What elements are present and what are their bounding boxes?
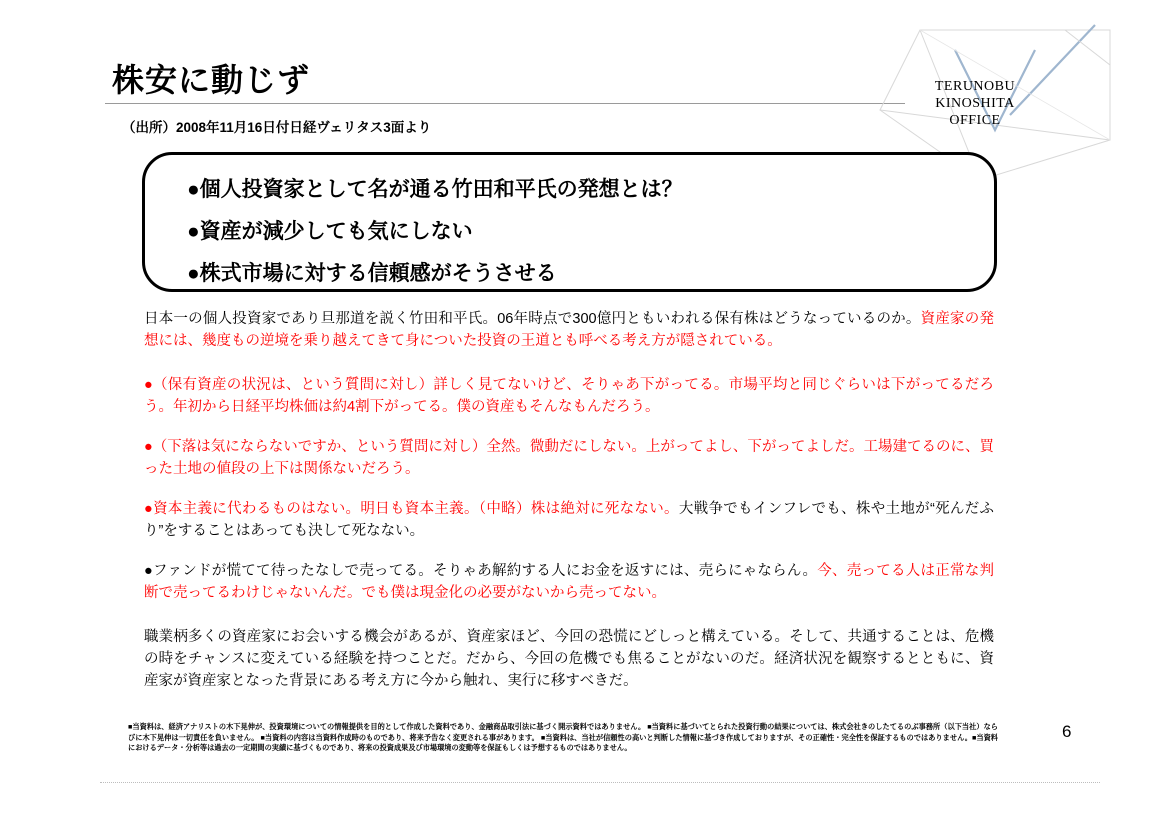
paragraph-quote-3: [144, 498, 994, 542]
paragraph-conclusion: [144, 626, 994, 692]
paragraph-quote-4-red: 今、売ってる人は正常な判断で売ってるわけじゃないんだ。でも僕は現金化の必要がないから売ってない。: [144, 563, 995, 601]
key-points-list: [187, 169, 974, 295]
logo-line-2: KINOSHITA: [935, 96, 1015, 111]
source-note: （出所）2008年11月16日付日経ヴェリタス3面より: [122, 120, 432, 135]
logo-line-1: TERUNOBU: [934, 79, 1016, 94]
paragraph-quote-3-black: 大戦争でもインフレでも、株や土地が“死んだふり”をすることはあっても決して死なない。: [144, 501, 994, 539]
disclaimer-text: ■当資料は、経済アナリストの木下晃伸が、投資環境についての情報提供を目的として作成した資料であり、金融商品取引法に基づく開示資料ではありません。 ■当資料に基づいてとられた投資行動の結果については、株式会社きのしたてるのぶ事務所（以下当社）ならびに木下晃伸は一切責任を負いません。 ■当資料の内容は当資料作成時のものであり、将来予告なく変更される事があります。 ■当資料は、当社が信頼性の高いと判断した情報に基づき作成しておりますが、その正確性・完全性を保証するものではありません。■当資料におけるデータ・分析等は過去の一定期間の実績に基づくものであり、将来の投資成果及び市場環境の変動等を保証もしくは予想するものではありません。: [128, 722, 998, 752]
footer-divider: [100, 782, 1100, 783]
key-points-callout: [142, 152, 997, 292]
page-title: 株安に動じず: [112, 62, 311, 98]
page-number: 6: [1062, 722, 1072, 741]
paragraph-intro: [144, 308, 994, 352]
key-point-item: ●株式市場に対する信頼感がそうさせる: [187, 262, 557, 285]
paragraph-quote-4-black: ●ファンドが慌てて待ったなしで売ってる。そりゃあ解約する人にお金を返すには、売らにゃならん。: [144, 563, 818, 579]
key-point-item: ●資産が減少しても気にしない: [187, 220, 473, 243]
paragraph-quote-2-text: ●（下落は気にならないですか、という質問に対し）全然。微動だにしない。上がってよし、下がってよしだ。工場建てるのに、買った土地の値段の上下は関係ないだろう。: [144, 439, 994, 477]
body-text: [144, 308, 994, 692]
title-divider: [105, 103, 905, 104]
paragraph-quote-2: [144, 436, 994, 480]
logo-text: [900, 78, 1050, 129]
paragraph-quote-1: [144, 374, 994, 418]
paragraph-intro-red: 資産家の発想には、幾度もの逆境を乗り越えてきて身についた投資の王道とも呼べる考え方が隠されている。: [144, 311, 994, 349]
paragraph-conclusion-text: 職業柄多くの資産家にお会いする機会があるが、資産家ほど、今回の恐慌にどしっと構えている。そして、共通することは、危機の時をチャンスに変えている経験を持つことだ。だから、今回の危機でも焦ることがないのだ。経済状況を観察するとともに、資産家が資産家となった背景にある考え方に今から触れ、実行に移すべきだ。: [144, 629, 994, 689]
paragraph-quote-3-red: ●資本主義に代わるものはない。明日も資本主義。（中略）株は絶対に死なない。: [144, 501, 679, 517]
paragraph-quote-4: [144, 560, 994, 604]
key-point-item: ●個人投資家として名が通る竹田和平氏の発想とは？: [187, 178, 683, 201]
paragraph-intro-black: 日本一の個人投資家であり旦那道を説く竹田和平氏。06年時点で300億円ともいわれる保有株はどうなっているのか。: [144, 311, 921, 327]
paragraph-quote-1-text: ●（保有資産の状況は、という質問に対し）詳しく見てないけど、そりゃあ下がってる。市場平均と同じぐらいは下がってるだろう。年初から日経平均株価は約4割下がってる。僕の資産もそんなもんだろう。: [144, 377, 994, 415]
logo-line-3: OFFICE: [949, 113, 1001, 128]
